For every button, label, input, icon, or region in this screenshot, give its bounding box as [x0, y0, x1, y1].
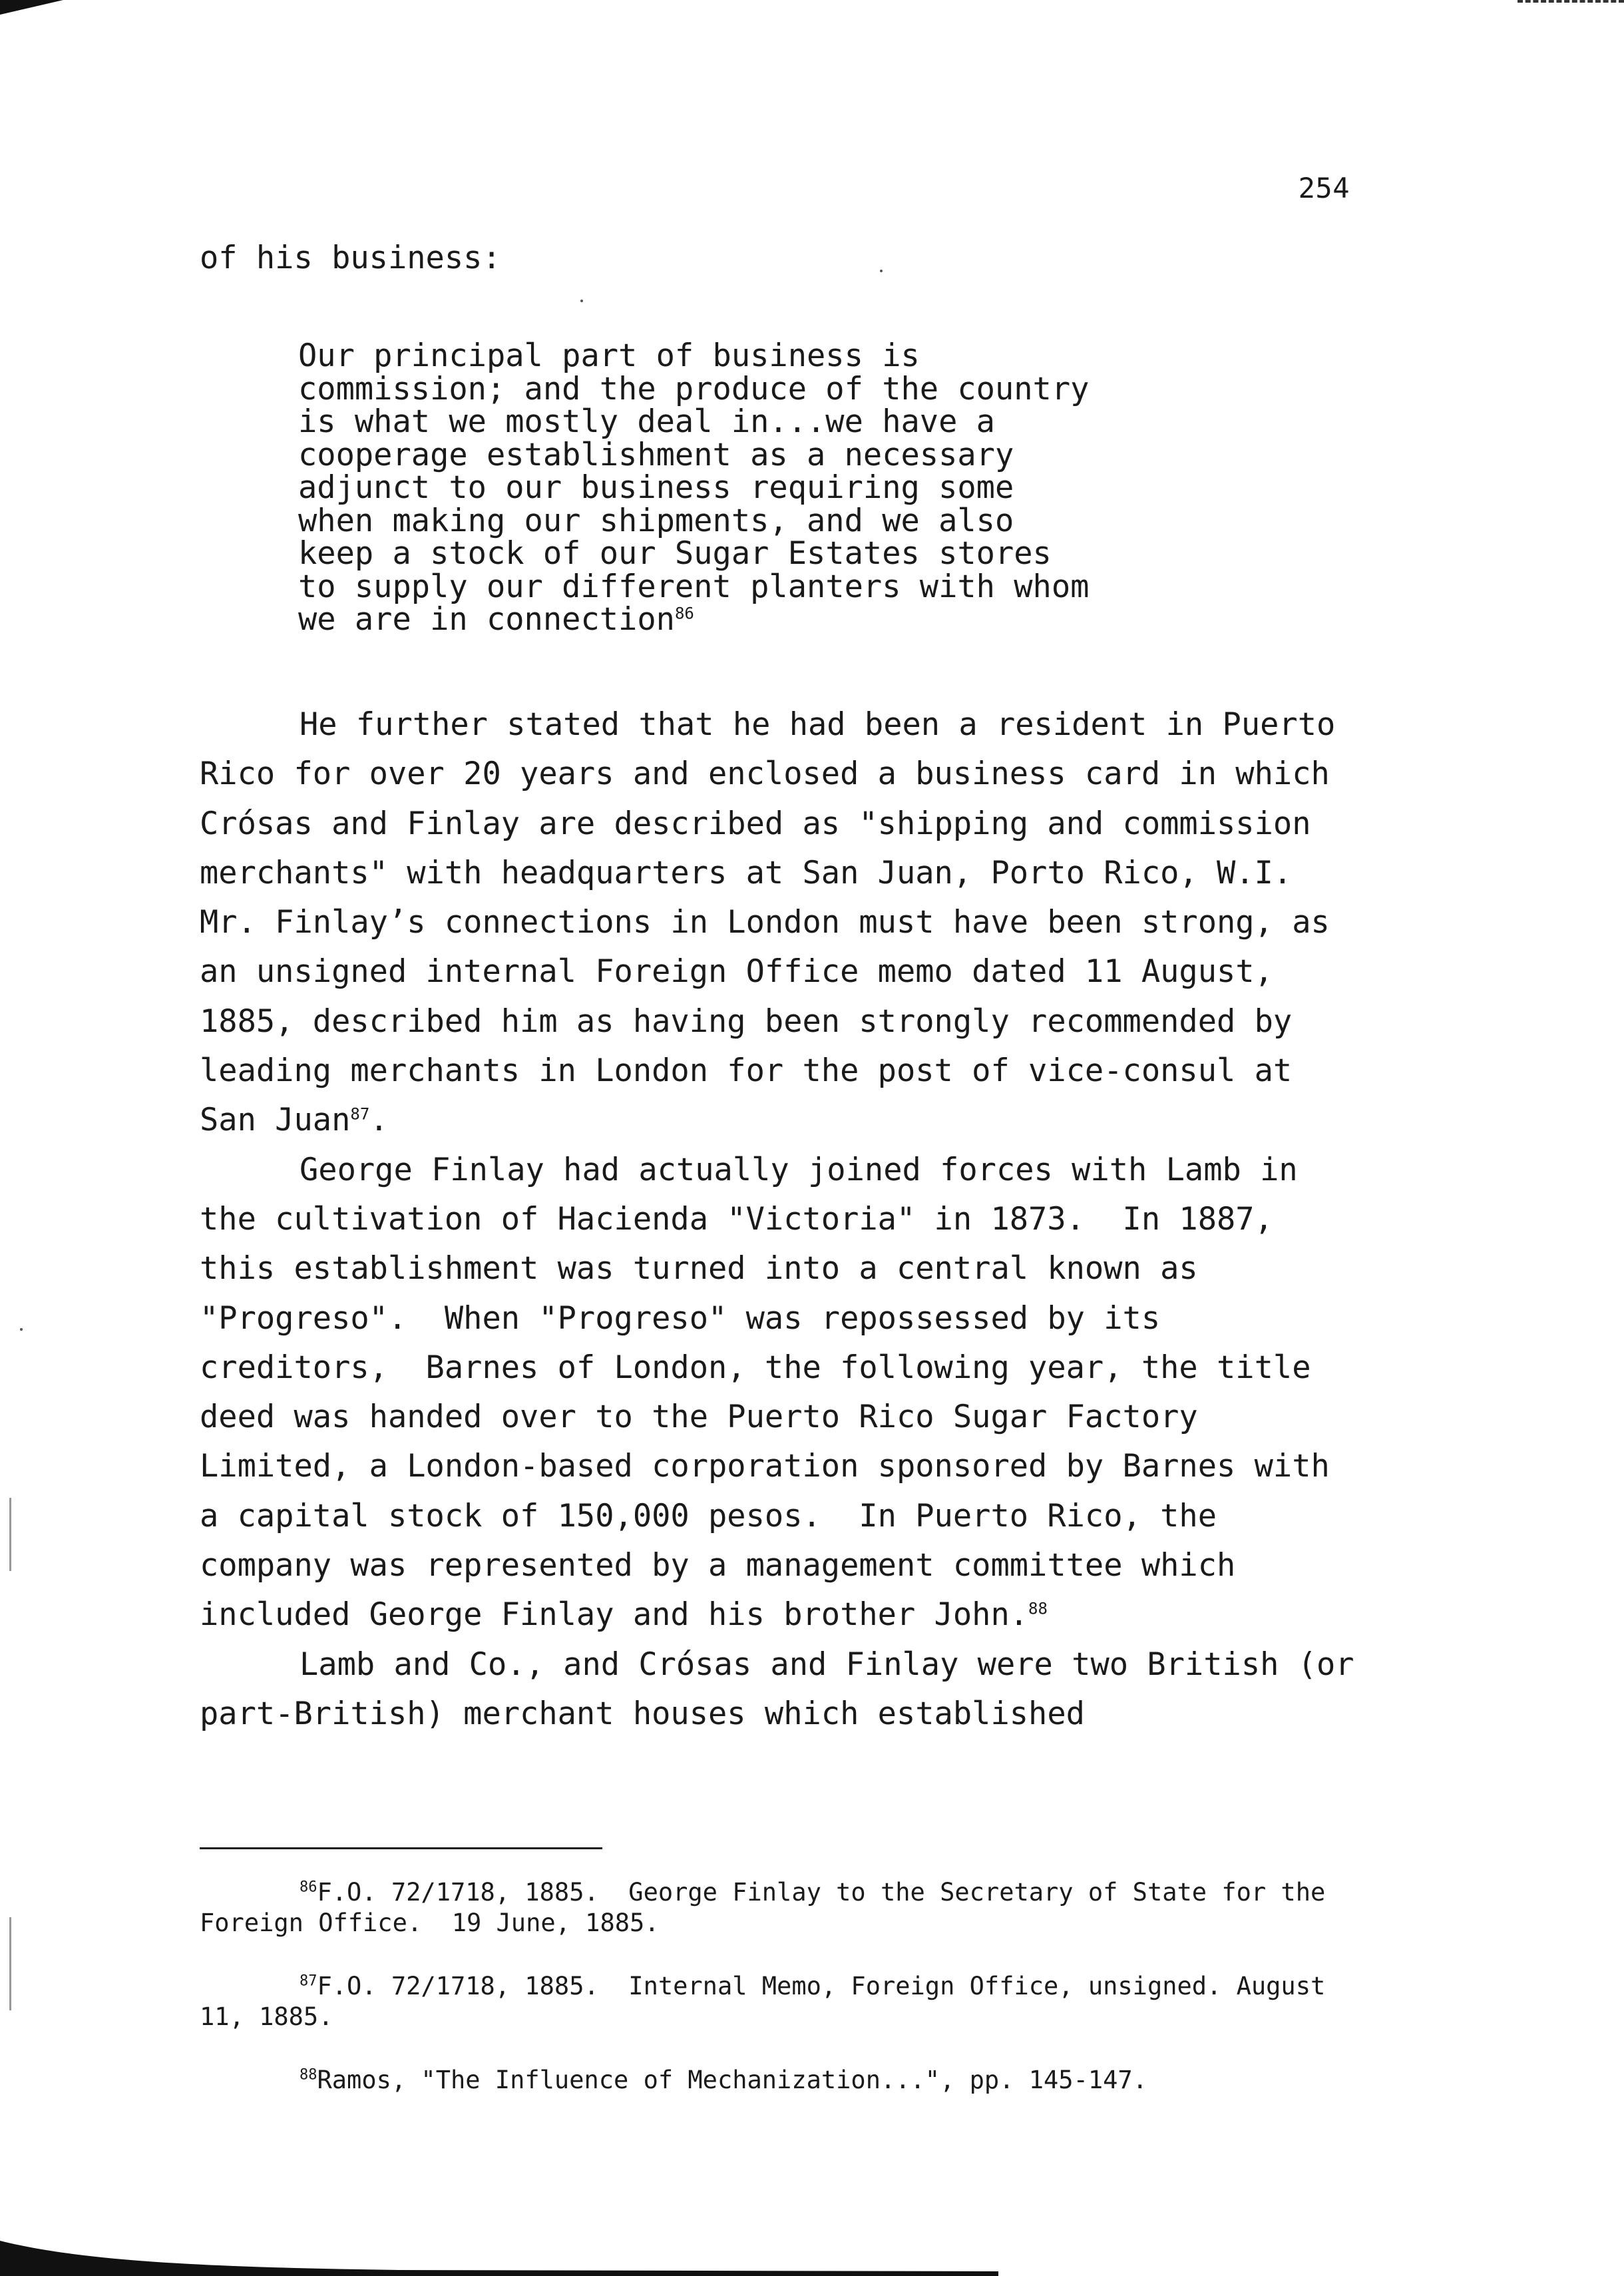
quote-line: to supply our different planters with whom	[298, 568, 1090, 605]
footnote	[200, 1971, 1371, 2032]
paragraph-text: He further stated that he had been a resident in Puerto Rico for over 20 years and enclosed a business card in which Crósas and Finlay are described as "shipping and commission merchants" with headquarters at San Juan, Porto Rico, W.I. Mr. Finlay’s connections in London must have been strong, as an unsigned internal Foreign Office memo dated 11 August, 1885, described him as having been strongly recommended by leading merchants in London for the post of vice-consul at San Juan	[200, 706, 1354, 1139]
scan-edge-mark	[9, 1498, 11, 1571]
footnote-reference: 86	[674, 604, 694, 623]
paragraph-end: .	[369, 1102, 389, 1139]
quote-line: is what we mostly deal in...we have a	[298, 403, 995, 440]
scan-edge-mark	[9, 1917, 11, 2010]
paragraph-text: Lamb and Co., and Crósas and Finlay were two British (or part-British) merchant houses which established	[200, 1646, 1373, 1732]
quote-line: cooperage establishment as a necessary	[298, 436, 1014, 473]
paragraph	[200, 1146, 1358, 1640]
scan-speck	[20, 1328, 23, 1331]
quote-line: Our principal part of business is	[298, 338, 920, 374]
quote-line: when making our shipments, and we also	[298, 502, 1014, 539]
paragraph-text: George Finlay had actually joined forces with Lamb in the cultivation of Hacienda "Victoria" in 1873. In 1887, this establishment was turned into a central known as "Progreso". When "Progreso" was repossessed by its creditors, Barnes of London, the following year, the title deed was handed over to the Puerto Rico Sugar Factory Limited, a London-based corporation sponsored by Barnes with a capital stock of 150,000 pesos. In Puerto Rico, the company was represented by a management committee which included George Finlay and his brother John.	[200, 1151, 1349, 1634]
footnote-text: Ramos, "The Influence of Mechanization...", pp. 145-147.	[317, 2066, 1147, 2094]
block-quote	[298, 340, 1163, 636]
footnote-separator	[200, 1847, 602, 1849]
quote-line: adjunct to our business requiring some	[298, 469, 1014, 506]
footnotes	[200, 1877, 1371, 2128]
footnote-reference: 87	[350, 1104, 370, 1124]
scan-speck	[580, 300, 583, 302]
quote-line: keep a stock of our Sugar Estates stores	[298, 535, 1052, 572]
opening-line: of his business:	[200, 240, 501, 276]
paragraph	[200, 700, 1358, 1146]
footnote-mark: 88	[300, 2066, 317, 2084]
footnote-mark: 86	[300, 1879, 317, 1896]
footnote-mark: 87	[300, 1972, 317, 1990]
footnote-text: F.O. 72/1718, 1885. George Finlay to the Secretary of State for the Foreign Office. 19 June, 1885.	[200, 1878, 1340, 1937]
footnote-reference: 88	[1028, 1599, 1048, 1618]
body-text	[200, 700, 1373, 1739]
footnote-text: F.O. 72/1718, 1885. Internal Memo, Foreign Office, unsigned. August 11, 1885.	[200, 1972, 1340, 2031]
page-number: 254	[1298, 172, 1350, 204]
scan-bottom-edge	[0, 2241, 998, 2276]
scan-corner-mark	[0, 0, 63, 15]
paragraph	[200, 1640, 1373, 1739]
scan-speck	[880, 270, 883, 272]
quote-line: we are in connection	[298, 601, 675, 638]
quote-line: commission; and the produce of the country	[298, 370, 1090, 407]
scan-edge-mark	[1518, 0, 1624, 5]
footnote	[200, 2065, 1371, 2096]
footnote	[200, 1877, 1371, 1938]
